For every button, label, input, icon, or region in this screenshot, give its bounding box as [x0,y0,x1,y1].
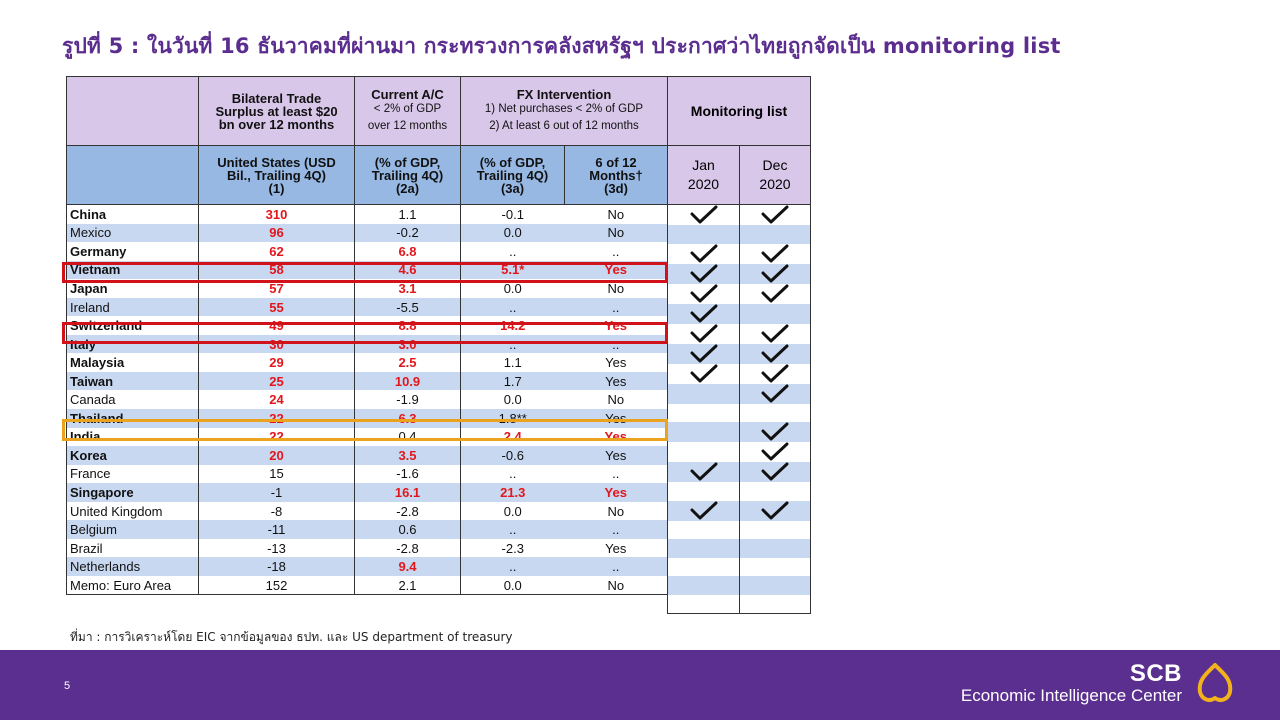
current-account-cell: -2.8 [355,539,461,558]
table-row [67,242,668,261]
monitoring-dec-cell [740,482,811,501]
header-current-account: Current A/C < 2% of GDP over 12 months [355,77,461,146]
highlight-switzerland [62,322,668,344]
monitoring-title: Monitoring list [668,77,811,146]
trade-surplus-cell: 25 [199,372,355,391]
months-cell: No [565,224,668,243]
country-cell: Germany [67,242,199,261]
monitoring-jan-cell [668,205,740,226]
monitoring-header [668,77,811,146]
page-number: 5 [64,680,71,692]
checkmark-icon [689,205,719,225]
monitoring-row [668,576,811,595]
country-cell: Switzerland [67,316,199,335]
monitoring-jan-cell [668,244,740,264]
checkmark-icon [760,284,790,304]
monitoring-row [668,442,811,462]
monitoring-table [667,76,811,614]
checkmark-icon [760,501,790,521]
current-account-cell: -2.8 [355,502,461,521]
table-row [67,483,668,502]
monitoring-jan-cell [668,521,740,540]
country-cell: Canada [67,390,199,409]
months-cell: No [565,205,668,224]
table-row [67,557,668,576]
checkmark-icon [760,384,790,404]
country-cell: Mexico [67,224,199,243]
table-row [67,353,668,372]
monitoring-jan-cell [668,384,740,404]
months-cell: No [565,279,668,298]
months-cell: .. [565,557,668,576]
fx-intervention-cell: 0.0 [461,390,565,409]
footer-bar [0,650,1280,720]
current-account-cell: 8.8 [355,316,461,335]
current-account-cell: 3.0 [355,335,461,354]
monitoring-dec-cell [740,304,811,324]
trade-surplus-cell: 96 [199,224,355,243]
header-empty [67,77,199,146]
months-cell: Yes [565,409,668,428]
months-cell: .. [565,520,668,539]
checkmark-icon [689,324,719,344]
header-col-ca: (% of GDP, Trailing 4Q) (2a) [355,146,461,205]
trade-surplus-cell: 62 [199,242,355,261]
months-cell: Yes [565,446,668,465]
country-cell: Belgium [67,520,199,539]
table-row [67,576,668,595]
checkmark-icon [760,324,790,344]
table-row [67,465,668,484]
trade-surplus-cell: 20 [199,446,355,465]
monitoring-jan-cell [668,364,740,384]
fx-intervention-cell: .. [461,242,565,261]
trade-surplus-cell: 24 [199,390,355,409]
current-account-cell: 2.1 [355,576,461,595]
checkmark-icon [689,344,719,364]
fx-intervention-cell: 5.1* [461,261,565,280]
checkmark-icon [760,264,790,284]
months-cell: Yes [565,483,668,502]
fx-intervention-cell: -2.3 [461,539,565,558]
monitoring-row [668,324,811,344]
header-dec-2020: Dec 2020 [740,146,811,205]
country-cell: Memo: Euro Area [67,576,199,595]
months-cell: No [565,502,668,521]
monitoring-row [668,205,811,226]
monitoring-jan-cell [668,558,740,577]
monitoring-dec-cell [740,442,811,462]
fx-intervention-cell: .. [461,557,565,576]
monitoring-dec-cell [740,364,811,384]
current-account-cell: -1.6 [355,465,461,484]
monitoring-dec-cell [740,344,811,364]
months-cell: .. [565,335,668,354]
checkmark-icon [760,205,790,225]
monitoring-dec-cell [740,501,811,521]
country-cell: Taiwan [67,372,199,391]
months-cell: No [565,576,668,595]
monitoring-row [668,422,811,442]
current-account-cell: 3.5 [355,446,461,465]
months-cell: Yes [565,261,668,280]
current-account-cell: 2.5 [355,353,461,372]
trade-surplus-cell: 152 [199,576,355,595]
monitoring-dec-cell [740,558,811,577]
country-cell: Netherlands [67,557,199,576]
current-account-cell: 4.6 [355,261,461,280]
source-note: ที่มา : การวิเคราะห์โดย EIC จากข้อมูลของ ธปท. และ US department of treasury [70,630,513,644]
current-account-cell: -5.5 [355,298,461,317]
country-cell: United Kingdom [67,502,199,521]
logo-eic-text: Economic Intelligence Center [960,686,1182,705]
checkmark-icon [689,284,719,304]
monitoring-row [668,482,811,501]
monitoring-dec-cell [740,205,811,226]
current-account-cell: 10.9 [355,372,461,391]
monitoring-jan-cell [668,404,740,423]
header-row-1 [67,77,668,146]
fx-intervention-cell: .. [461,465,565,484]
monitoring-dec-cell [740,264,811,284]
header-jan-2020: Jan 2020 [668,146,740,205]
fx-intervention-cell: .. [461,298,565,317]
trade-surplus-cell: 22 [199,409,355,428]
country-cell: China [67,205,199,224]
fx-intervention-cell: 14.2 [461,316,565,335]
monitoring-dec-cell [740,284,811,304]
header-row-2 [67,146,668,205]
table-row [67,298,668,317]
monitoring-dec-cell [740,384,811,404]
country-cell: Ireland [67,298,199,317]
fx-intervention-cell: 0.0 [461,279,565,298]
fx-intervention-cell: 0.0 [461,502,565,521]
header-col-trade: United States (USD Bil., Trailing 4Q) (1) [199,146,355,205]
current-account-cell: 6.3 [355,409,461,428]
monitoring-dec-cell [740,595,811,614]
monitoring-jan-cell [668,539,740,558]
highlight-thailand [62,419,668,441]
country-cell: Italy [67,335,199,354]
header-fx-intervention: FX Intervention 1) Net purchases < 2% of GDP 2) At least 6 out of 12 months [461,77,668,146]
table-row [67,446,668,465]
checkmark-icon [760,364,790,384]
trade-surplus-cell: 58 [199,261,355,280]
checkmark-icon [689,364,719,384]
table-row [67,520,668,539]
monitoring-dec-cell [740,244,811,264]
monitoring-jan-cell [668,264,740,284]
monitoring-row [668,462,811,482]
checkmark-icon [760,442,790,462]
trade-surplus-cell: 30 [199,335,355,354]
trade-surplus-cell: 57 [199,279,355,298]
fx-intervention-cell: -0.1 [461,205,565,224]
header-col-fx: (% of GDP, Trailing 4Q) (3a) [461,146,565,205]
header-col-months: 6 of 12 Months† (3d) [565,146,668,205]
monitoring-jan-cell [668,284,740,304]
monitoring-dec-cell [740,324,811,344]
current-account-cell: 3.1 [355,279,461,298]
table-row [67,205,668,224]
monitoring-row [668,364,811,384]
fx-intervention-cell: .. [461,520,565,539]
trade-surplus-cell: -1 [199,483,355,502]
country-cell: Singapore [67,483,199,502]
monitoring-row [668,558,811,577]
current-account-cell: 1.1 [355,205,461,224]
fx-intervention-cell: -0.6 [461,446,565,465]
fx-intervention-cell: 0.0 [461,224,565,243]
fx-intervention-cell: 0.0 [461,576,565,595]
monitoring-row [668,539,811,558]
monitoring-jan-cell [668,324,740,344]
country-cell: Malaysia [67,353,199,372]
highlight-vietnam [62,262,668,283]
monitoring-row [668,284,811,304]
checkmark-icon [689,462,719,482]
monitoring-jan-cell [668,442,740,462]
monitoring-row [668,225,811,244]
monitoring-dec-cell [740,521,811,540]
monitoring-row [668,264,811,284]
checkmark-icon [760,344,790,364]
monitoring-dec-cell [740,404,811,423]
monitoring-row [668,244,811,264]
monitoring-jan-cell [668,462,740,482]
checkmark-icon [760,462,790,482]
country-cell: Vietnam [67,261,199,280]
fx-intervention-cell: 1.1 [461,353,565,372]
trade-surplus-cell: 55 [199,298,355,317]
trade-surplus-cell: 310 [199,205,355,224]
monitoring-jan-cell [668,482,740,501]
trade-surplus-cell: 49 [199,316,355,335]
current-account-cell: 6.8 [355,242,461,261]
months-cell: .. [565,242,668,261]
trade-surplus-cell: -13 [199,539,355,558]
checkmark-icon [760,422,790,442]
fx-intervention-cell: .. [461,335,565,354]
monitoring-row [668,384,811,404]
monitoring-dec-cell [740,576,811,595]
monitoring-subheader [668,146,811,205]
monitoring-row [668,304,811,324]
logo-scb-text: SCB [1129,660,1182,687]
fx-intervention-cell: 21.3 [461,483,565,502]
monitoring-jan-cell [668,595,740,614]
monitoring-row [668,404,811,423]
monitoring-row [668,344,811,364]
current-account-cell: 0.4 [355,428,461,447]
header-bilateral: Bilateral Trade Surplus at least $20 bn over 12 months [199,77,355,146]
table-row [67,539,668,558]
trade-surplus-cell: -8 [199,502,355,521]
country-cell: Korea [67,446,199,465]
monitoring-row [668,521,811,540]
trade-surplus-cell: -11 [199,520,355,539]
table-row [67,224,668,243]
country-cell: France [67,465,199,484]
checkmark-icon [689,304,719,324]
page-title: รูปที่ 5 : ในวันที่ 16 ธันวาคมที่ผ่านมา กระทรวงการคลังสหรัฐฯ ประกาศว่าไทยถูกจัดเป็น monitoring list [62,34,1061,58]
months-cell: Yes [565,316,668,335]
current-account-cell: 16.1 [355,483,461,502]
months-cell: No [565,390,668,409]
current-account-cell: 9.4 [355,557,461,576]
header-empty-2 [67,146,199,205]
monitoring-dec-cell [740,539,811,558]
monitoring-jan-cell [668,501,740,521]
checkmark-icon [689,501,719,521]
monitoring-jan-cell [668,422,740,442]
monitoring-jan-cell [668,576,740,595]
checkmark-icon [689,244,719,264]
trade-surplus-cell: -18 [199,557,355,576]
checkmark-icon [689,264,719,284]
months-cell: Yes [565,372,668,391]
monitoring-jan-cell [668,225,740,244]
months-cell: Yes [565,353,668,372]
trade-surplus-cell: 22 [199,428,355,447]
country-cell: India [67,428,199,447]
checkmark-icon [760,244,790,264]
monitoring-dec-cell [740,462,811,482]
current-account-cell: -1.9 [355,390,461,409]
monitoring-row [668,595,811,614]
months-cell: Yes [565,428,668,447]
monitoring-jan-cell [668,344,740,364]
months-cell: .. [565,465,668,484]
country-cell: Brazil [67,539,199,558]
monitoring-row [668,501,811,521]
table-row [67,372,668,391]
scb-logo-icon [1194,662,1236,704]
monitoring-jan-cell [668,304,740,324]
fx-intervention-cell: 1.7 [461,372,565,391]
fx-intervention-cell: 2.4 [461,428,565,447]
months-cell: Yes [565,539,668,558]
table-row [67,502,668,521]
trade-surplus-cell: 15 [199,465,355,484]
country-cell: Thailand [67,409,199,428]
current-account-cell: -0.2 [355,224,461,243]
months-cell: .. [565,298,668,317]
country-cell: Japan [67,279,199,298]
fx-intervention-cell: 1.8** [461,409,565,428]
monitoring-dec-cell [740,225,811,244]
monitoring-dec-cell [740,422,811,442]
current-account-cell: 0.6 [355,520,461,539]
trade-surplus-cell: 29 [199,353,355,372]
table-row [67,390,668,409]
